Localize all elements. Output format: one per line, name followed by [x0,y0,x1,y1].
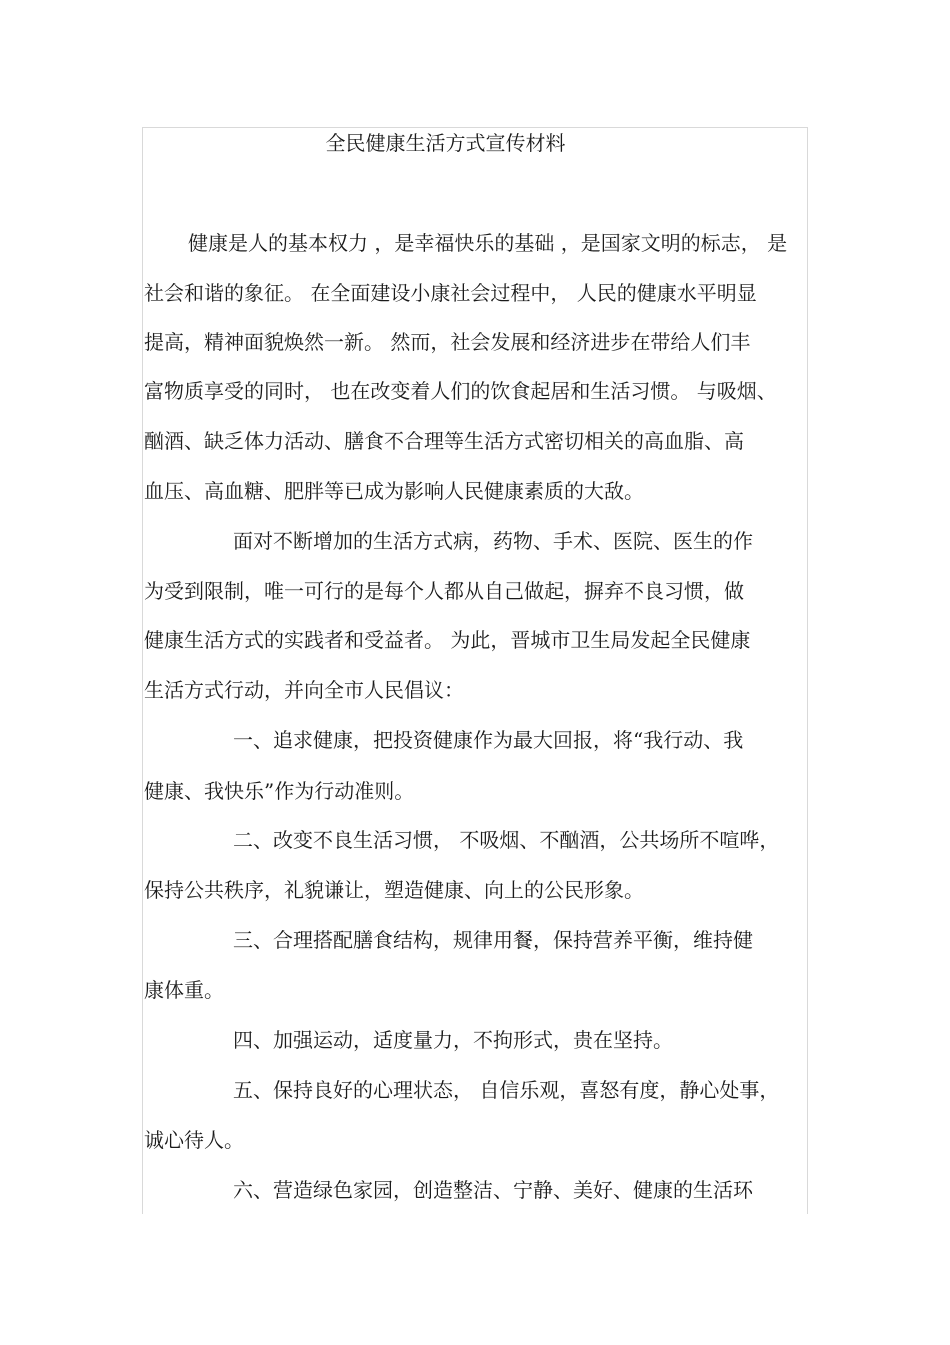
paragraph-line: 血压、高血糖、肥胖等已成为影响人民健康素质的大敌。 [144,479,644,503]
paragraph-line: 提高，精神面貌焕然一新。 然而，社会发展和经济进步在带给人们丰 [144,330,751,354]
proposal-item: 康体重。 [144,978,224,1002]
paragraph-line: 健康生活方式的实践者和受益者。 为此，晋城市卫生局发起全民健康 [144,628,751,652]
proposal-item: 诚心待人。 [144,1128,244,1152]
paragraph-line: 社会和谐的象征。 在全面建设小康社会过程中， 人民的健康水平明显 [144,281,757,305]
proposal-item: 保持公共秩序，礼貌谦让，塑造健康、向上的公民形象。 [144,878,644,902]
proposal-item: 五、保持良好的心理状态， 自信乐观，喜怒有度，静心处事， [233,1078,780,1102]
proposal-item: 四、加强运动，适度量力，不拘形式，贵在坚持。 [233,1028,673,1052]
proposal-item: 三、合理搭配膳食结构，规律用餐，保持营养平衡，维持健 [233,928,753,952]
document-title: 全民健康生活方式宣传材料 [325,131,566,155]
paragraph-line: 生活方式行动，并向全市人民倡议： [144,678,464,702]
paragraph-line: 酗酒、缺乏体力活动、膳食不合理等生活方式密切相关的高血脂、高 [144,429,744,453]
proposal-item: 六、营造绿色家园，创造整洁、宁静、美好、健康的生活环 [233,1178,753,1202]
proposal-item: 二、改变不良生活习惯， 不吸烟、不酗酒，公共场所不喧哗， [233,828,780,852]
paragraph-line: 富物质享受的同时， 也在改变着人们的饮食起居和生活习惯。 与吸烟、 [144,379,777,403]
paragraph-line: 面对不断增加的生活方式病，药物、手术、医院、医生的作 [233,529,753,553]
paragraph-line: 健康是人的基本权力 ，是幸福快乐的基础 ，是国家文明的标志， 是 [188,231,788,255]
proposal-item: 一、追求健康，把投资健康作为最大回报，将“我行动、我 [233,728,744,752]
paragraph-line: 为受到限制，唯一可行的是每个人都从自己做起，摒弃不良习惯，做 [144,579,744,603]
proposal-item: 健康、我快乐”作为行动准则。 [144,779,415,803]
